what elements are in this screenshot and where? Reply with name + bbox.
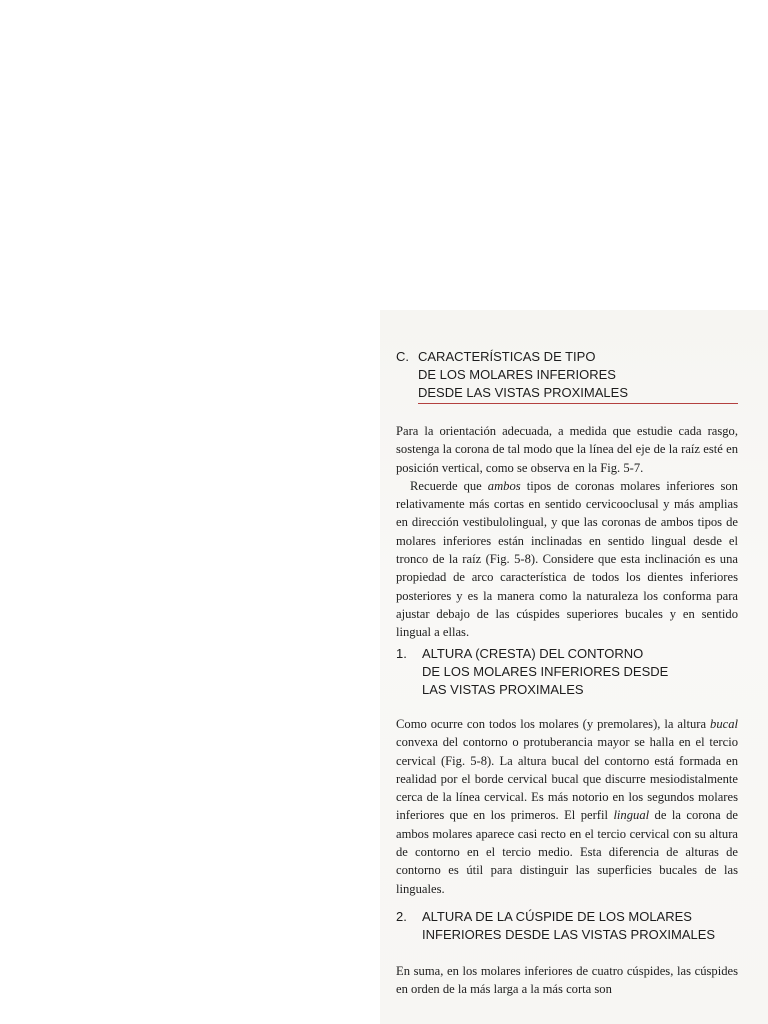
subsection-1-paragraph: Como ocurre con todos los molares (y premolares), la altura bucal convexa del contorno o protuberancia mayor se halla en el tercio cervical (Fig. 5-8). La altura bucal del contorno está formada en realidad por el borde cervical bucal que discurre mesiodistalmente cerca de la línea cervical. Es más notorio en los segundos molares inferiores que en los primeros. El perfil lingual de la corona de ambos molares aparece casi recto en el tercio cervical con su altura de contorno en el tercio medio. Esta diferencia de alturas de contorno es útil para distinguir las superficies bucales de las linguales. xyxy=(396,717,738,896)
subsection-1-number: 1. xyxy=(396,646,407,661)
subsection-2-number: 2. xyxy=(396,909,407,924)
subsection-1-heading xyxy=(396,645,738,699)
subsection-1-text xyxy=(396,715,738,898)
subsection-2-text xyxy=(396,962,738,999)
subsection-2-title: ALTURA DE LA CÚSPIDE DE LOS MOLARES INFERIORES DESDE LAS VISTAS PROXIMALES xyxy=(422,909,716,942)
subsection-1-title: ALTURA (CRESTA) DEL CONTORNO DE LOS MOLARES INFERIORES DESDE LAS VISTAS PROXIMALES xyxy=(422,646,669,697)
emphasis-ambos: ambos xyxy=(487,478,521,493)
intro-text xyxy=(396,422,738,642)
section-letter: C. xyxy=(396,349,409,364)
section-c-heading xyxy=(396,348,738,402)
emphasis-lingual: lingual xyxy=(613,808,650,823)
intro-paragraph-2: Recuerde que ambos tipos de coronas molares inferiores son relativamente más cortas en sentido cervicooclusal y más amplias en dirección vestibulolingual, y que las coronas de ambos tipos de molares inferiores están inclinadas en sentido lingual desde el tronco de la raíz (Fig. 5-8). Considere que esta inclinación es una propiedad de arco característica de todos los dientes inferiores posteriores y es la manera como la naturaleza los conforma para ajustar debajo de las cúspides superiores bucales y en sentido lingual a ellas. xyxy=(396,478,738,640)
subsection-2-paragraph: En suma, en los molares inferiores de cuatro cúspides, las cúspides en orden de la más larga a la más corta son xyxy=(396,964,738,997)
intro-paragraph-1: Para la orientación adecuada, a medida que estudie cada rasgo, sostenga la corona de tal modo que la línea del eje de la raíz esté en posición vertical, como se observa en la Fig. 5-7. xyxy=(396,424,738,475)
section-title: CARACTERÍSTICAS DE TIPO DE LOS MOLARES INFERIORES DESDE LAS VISTAS PROXIMALES xyxy=(418,349,628,400)
subsection-2-heading xyxy=(396,908,738,944)
heading-divider xyxy=(418,403,738,404)
emphasis-bucal: bucal xyxy=(710,717,738,731)
